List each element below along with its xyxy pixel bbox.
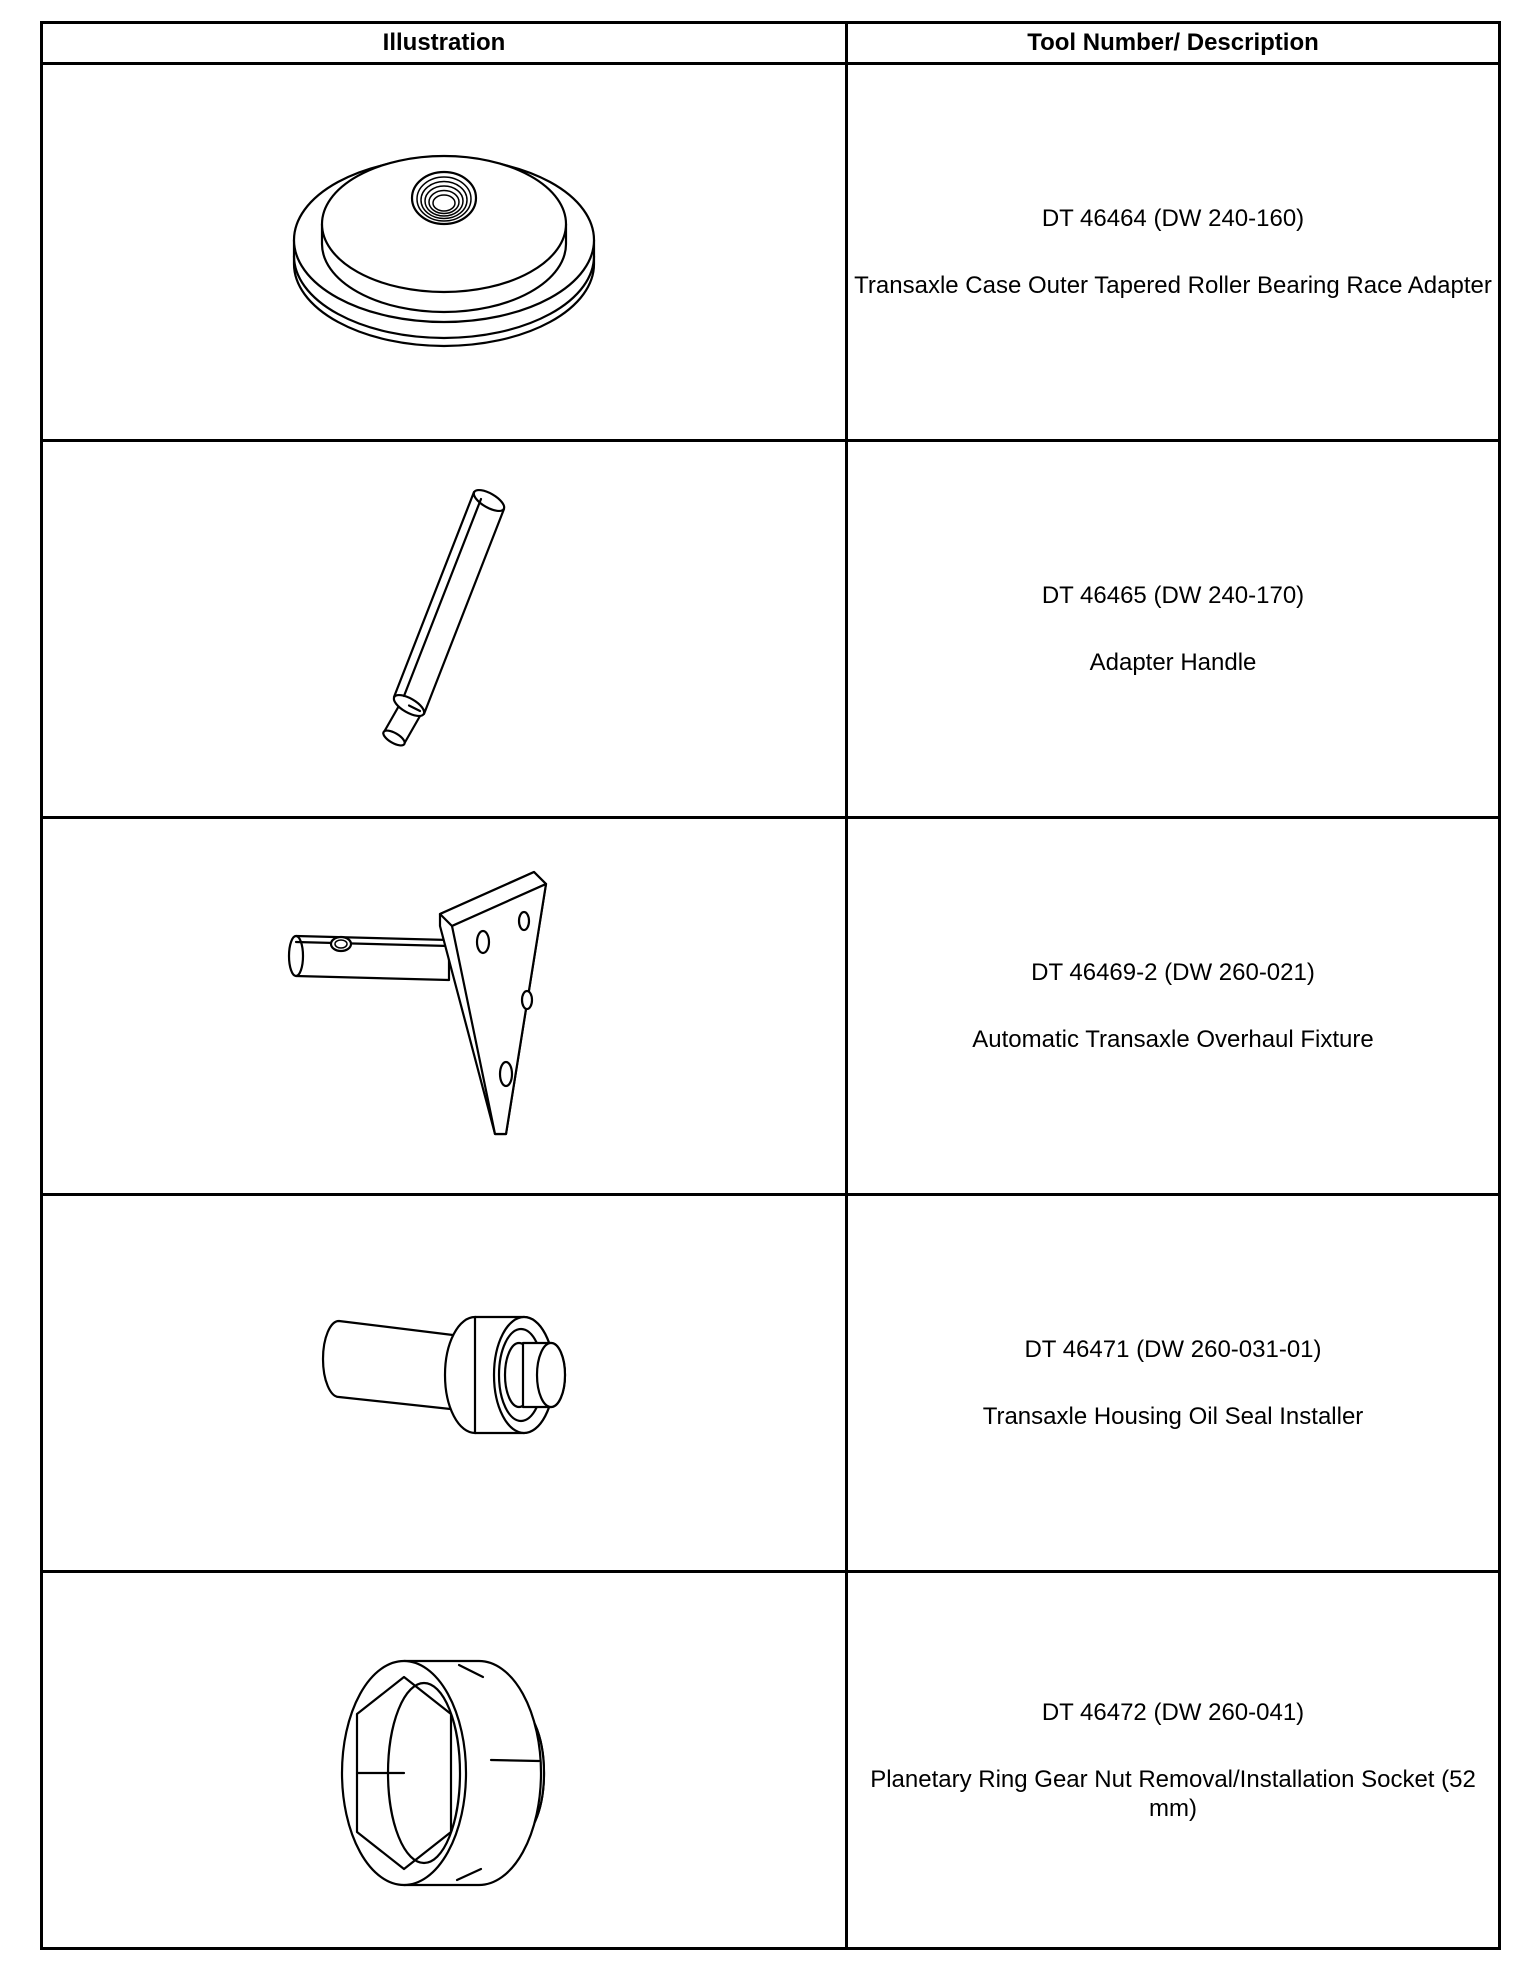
illustration-cell: [42, 1572, 847, 1949]
header-row: [42, 23, 1500, 64]
header-illustration: Illustration: [42, 23, 847, 64]
adapter-handle-icon: [324, 464, 564, 794]
tool-number: DT 46471 (DW 260-031-01): [1024, 1336, 1322, 1363]
oil-seal-installer-icon: [299, 1283, 589, 1483]
tool-number: DT 46469-2 (DW 260-021): [1031, 959, 1315, 986]
tool-number: DT 46465 (DW 240-170): [1041, 582, 1305, 609]
description-cell: [847, 1572, 1500, 1949]
illustration-cell: [42, 818, 847, 1195]
special-tools-table: [40, 21, 1501, 1950]
table-row: [42, 818, 1500, 1195]
table-row: [42, 64, 1500, 441]
description-cell: [847, 818, 1500, 1195]
tool-number: DT 46464 (DW 240-160): [1041, 205, 1305, 232]
tool-description: Automatic Transaxle Overhaul Fixture: [972, 1026, 1374, 1053]
description-cell: [847, 1195, 1500, 1572]
illustration-cell: [42, 441, 847, 818]
tool-description: Transaxle Housing Oil Seal Installer: [982, 1403, 1364, 1430]
description-cell: [847, 441, 1500, 818]
tool-number: DT 46472 (DW 260-041): [1041, 1698, 1305, 1726]
table-row: [42, 1572, 1500, 1949]
tool-description: Planetary Ring Gear Nut Removal/Installation Socket (52 mm): [870, 1765, 1476, 1822]
table-row: [42, 1195, 1500, 1572]
ring-gear-socket-icon: [309, 1625, 579, 1895]
description-cell: [847, 64, 1500, 441]
header-tool-description: Tool Number/ Description: [847, 23, 1500, 64]
table-row: [42, 441, 1500, 818]
overhaul-fixture-icon: [284, 856, 604, 1156]
tool-description: Transaxle Case Outer Tapered Roller Bearing Race Adapter: [854, 272, 1492, 299]
illustration-cell: [42, 64, 847, 441]
illustration-cell: [42, 1195, 847, 1572]
bearing-race-adapter-icon: [284, 132, 604, 372]
tool-description: Adapter Handle: [1089, 649, 1257, 676]
